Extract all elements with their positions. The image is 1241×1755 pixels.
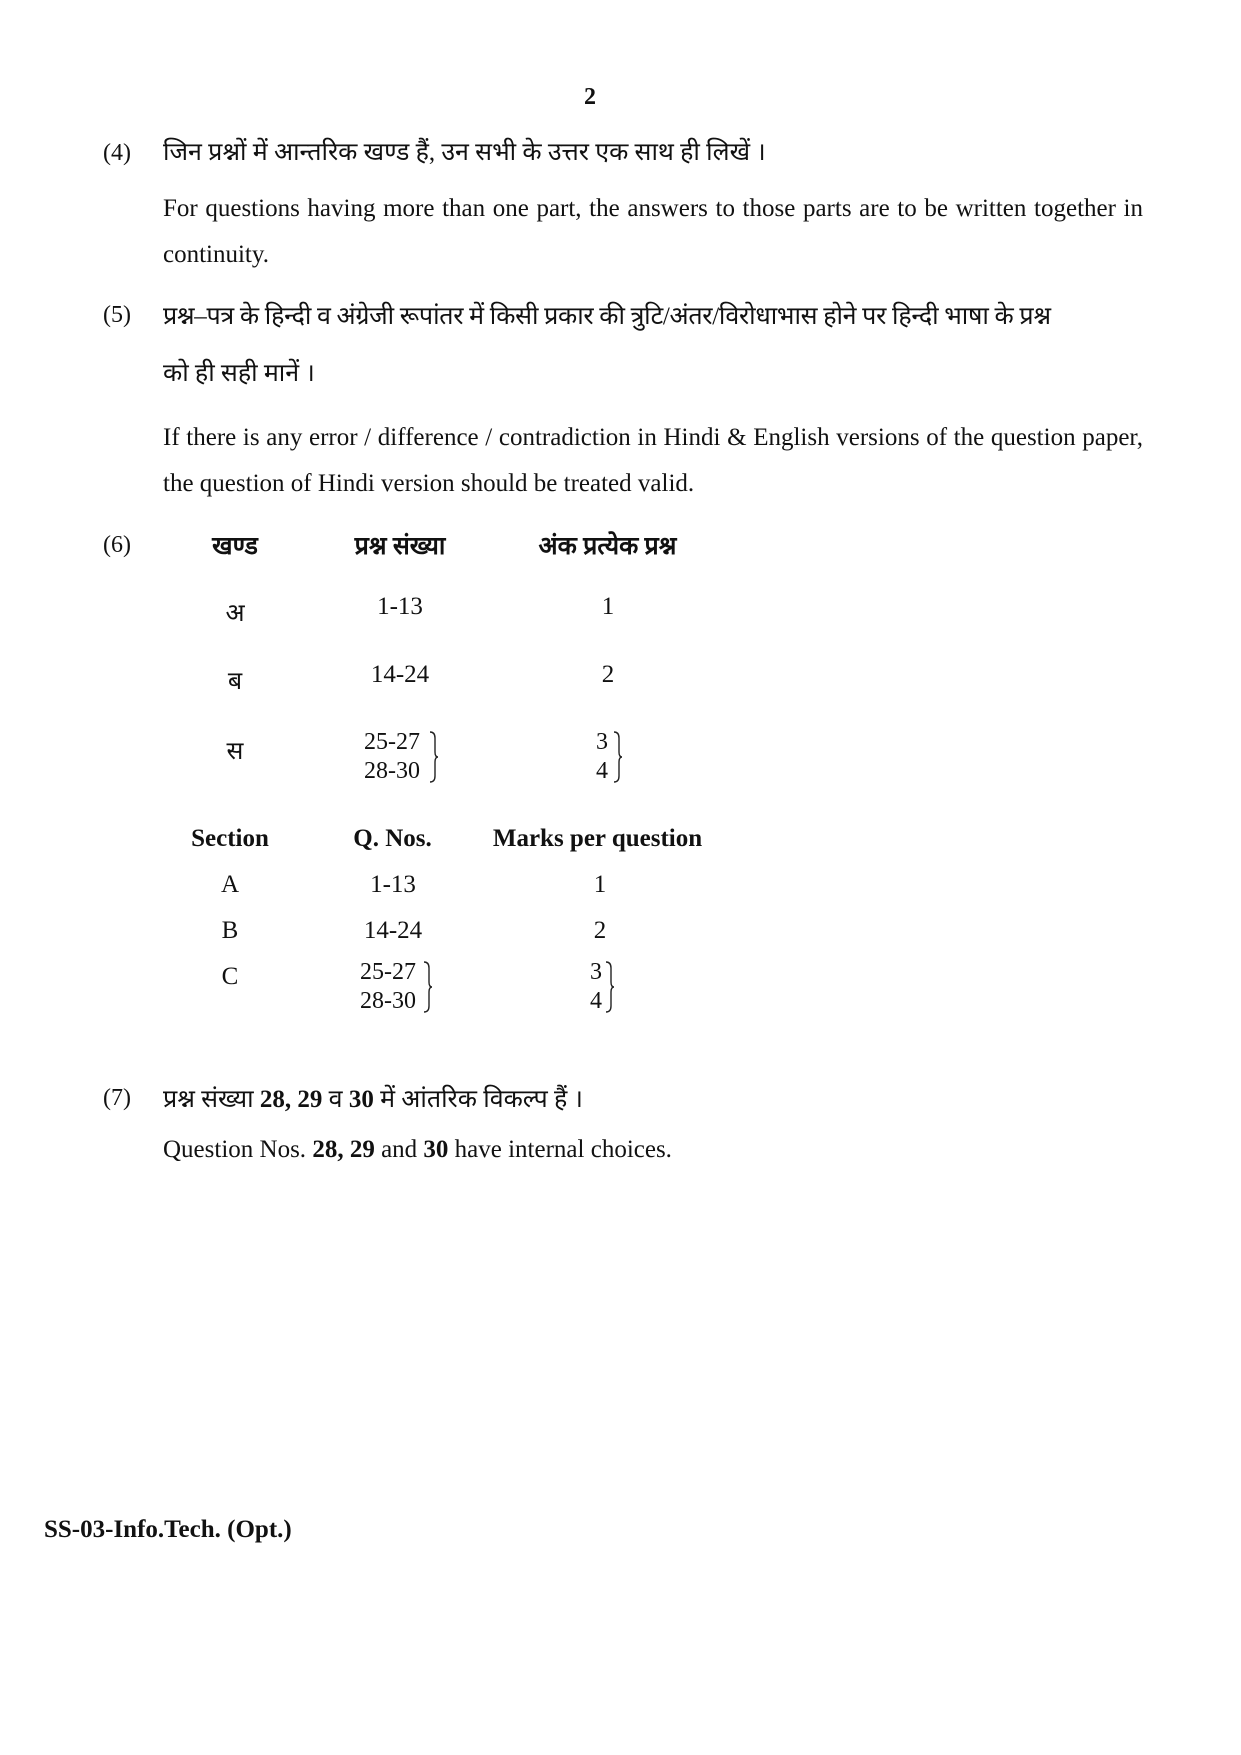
english-marks-a: 3 bbox=[590, 959, 602, 985]
item-7-hindi: प्रश्न संख्या 28, 29 व 30 में आंतरिक विकल्प हैं । bbox=[163, 1086, 583, 1113]
english-qnos-brace bbox=[422, 961, 432, 1013]
item-5-number: (5) bbox=[103, 302, 131, 328]
item-5-hindi-line1: प्रश्न–पत्र के हिन्दी व अंग्रेजी रूपांतर में किसी प्रकार की त्रुटि/अंतर/विरोधाभास होने पर हिन्दी भाषा के प्रश्न bbox=[163, 303, 1051, 330]
hindi-row-marks: 1 bbox=[601, 593, 615, 620]
hindi-marks-brace bbox=[612, 731, 622, 783]
english-row-qnos: 1-13 bbox=[370, 871, 416, 898]
english-qnos-a: 25-27 bbox=[360, 959, 416, 985]
english-row-section: B bbox=[221, 917, 239, 944]
hindi-marks-b: 4 bbox=[596, 758, 608, 784]
english-marks-b: 4 bbox=[590, 988, 602, 1014]
hindi-qnos-b: 28-30 bbox=[364, 758, 420, 784]
hindi-row-section: स bbox=[226, 738, 244, 765]
item-4-hindi: जिन प्रश्नों में आन्तरिक खण्ड हैं, उन सभी के उत्तर एक साथ ही लिखें । bbox=[163, 139, 766, 166]
english-row-marks-group bbox=[590, 958, 602, 1016]
hindi-qnos-a: 25-27 bbox=[364, 729, 420, 755]
page-number: 2 bbox=[584, 84, 596, 110]
hindi-row-section: अ bbox=[225, 600, 245, 627]
item-4-number: (4) bbox=[103, 140, 131, 166]
hindi-row-qnos-group bbox=[364, 728, 420, 786]
english-row-qnos-group bbox=[360, 958, 416, 1016]
item-5-hindi-line2: को ही सही मानें । bbox=[163, 360, 315, 387]
hindi-row-marks-group bbox=[596, 728, 608, 786]
item-7-english: Question Nos. 28, 29 and 30 have internal choices. bbox=[163, 1136, 672, 1163]
hindi-header-section: खण्ड bbox=[212, 533, 258, 560]
hindi-row-section: ब bbox=[227, 668, 243, 695]
hindi-qnos-brace bbox=[428, 731, 438, 783]
item-7-number: (7) bbox=[103, 1085, 131, 1111]
english-header-qnos: Q. Nos. bbox=[353, 825, 432, 852]
english-row-marks: 2 bbox=[593, 917, 607, 944]
hindi-row-qnos: 14-24 bbox=[370, 661, 430, 688]
english-qnos-b: 28-30 bbox=[360, 988, 416, 1014]
english-row-section: A bbox=[220, 871, 240, 898]
english-header-section: Section bbox=[191, 825, 269, 852]
english-row-qnos: 14-24 bbox=[363, 917, 423, 944]
footer-paper-code: SS-03-Info.Tech. (Opt.) bbox=[44, 1516, 292, 1543]
english-row-marks: 1 bbox=[593, 871, 607, 898]
hindi-row-qnos: 1-13 bbox=[377, 593, 423, 620]
item-6-number: (6) bbox=[103, 532, 131, 558]
hindi-row-marks: 2 bbox=[601, 661, 615, 688]
hindi-marks-a: 3 bbox=[596, 729, 608, 755]
english-header-marks: Marks per question bbox=[492, 825, 703, 852]
hindi-header-qnos: प्रश्न संख्या bbox=[354, 533, 446, 560]
item-4-english: For questions having more than one part, the answers to those parts are to be written together in continuity. bbox=[163, 195, 1143, 268]
item-5-english: If there is any error / difference / contradiction in Hindi & English versions of the question paper, the question of Hindi version should be treated valid. bbox=[163, 424, 1143, 497]
english-marks-brace bbox=[604, 961, 614, 1013]
english-row-section: C bbox=[221, 963, 239, 990]
hindi-header-marks: अंक प्रत्येक प्रश्न bbox=[538, 533, 677, 560]
